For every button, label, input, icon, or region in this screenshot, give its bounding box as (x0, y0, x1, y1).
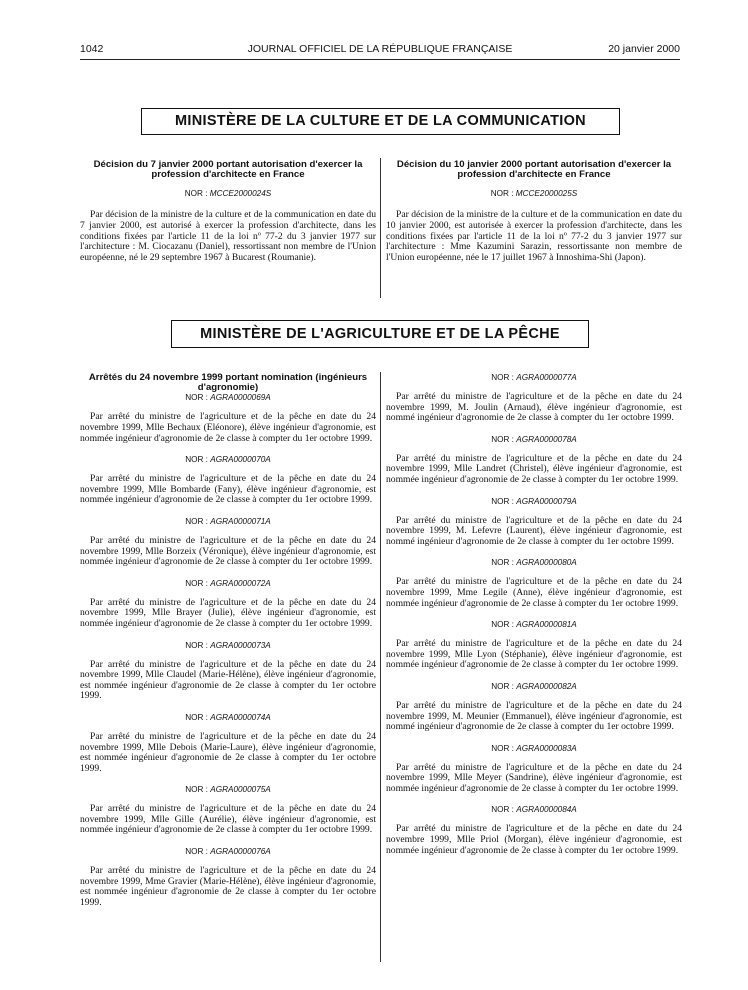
nor-label: NOR : (185, 785, 211, 795)
journal-title: JOURNAL OFFICIEL DE LA RÉPUBLIQUE FRANÇAISE (247, 43, 513, 55)
nor-code: AGRA0000072A (210, 578, 271, 588)
nor-code: AGRA0000071A (210, 516, 271, 526)
nor-label: NOR : (185, 455, 211, 465)
nor-label: NOR : (185, 578, 211, 588)
nor-label: NOR : (185, 712, 211, 722)
arrete-text: Par arrêté du ministre de l'agriculture et de la pêche en date du 24 novembre 1999, Mlle Lyon (Stéphanie), élève ingénieur d'agronomie, est nommée ingénieur d'agronomie de 2e classe à compter du 1er octobre 1999. (386, 638, 682, 671)
arrete-text: Par arrêté du ministre de l'agriculture et de la pêche en date du 24 novembre 1999, Mlle Priol (Morgan), élève ingénieur d'agronomie, est nommée ingénieur d'agronomie de 2e classe à compter du 1er octobre 1999. (386, 823, 682, 856)
nor-reference (386, 189, 682, 199)
arrete-entry (80, 455, 376, 517)
nor-code: AGRA0000075A (210, 785, 271, 795)
nor-code: AGRA0000076A (210, 847, 271, 857)
nor-code: MCCE2000025S (515, 189, 578, 199)
arrete-entry (386, 682, 682, 744)
arretes-left-column (80, 373, 376, 919)
arrete-entry (386, 620, 682, 682)
running-header (80, 43, 680, 57)
nor-code: AGRA0000082A (516, 681, 577, 691)
nor-code: AGRA0000081A (516, 620, 577, 630)
arrete-text: Par arrêté du ministre de l'agriculture et de la pêche en date du 24 novembre 1999, Mlle Landret (Christel), élève ingénieur d'agronomie, est nommée ingénieur d'agronomie de 2e classe à compter du 1er octobre 1999. (386, 452, 682, 485)
arrete-entry (80, 713, 376, 785)
arrete-text: Par arrêté du ministre de l'agriculture et de la pêche en date du 24 novembre 1999, Mlle Claudel (Marie-Hélène), élève ingénieur d'agronomie, est nommée ingénieur d'agronomie de 2e classe à compter du 1er octobre 1999. (80, 658, 376, 702)
ministry-culture-heading: MINISTÈRE DE LA CULTURE ET DE LA COMMUNICATION (141, 108, 620, 135)
arrete-entry (386, 558, 682, 620)
arretes-right-column (386, 373, 682, 867)
nor-code: AGRA0000080A (516, 558, 577, 568)
nor-label: NOR : (185, 393, 211, 403)
nor-reference (80, 785, 376, 795)
nor-label: NOR : (491, 558, 517, 568)
nor-label: NOR : (491, 496, 517, 506)
nor-reference (386, 558, 682, 568)
arrete-text: Par arrêté du ministre de l'agriculture et de la pêche en date du 24 novembre 1999, Mlle Bombarde (Fany), élève ingénieur d'agronomie, est nommée ingénieur d'agronomie de 2e classe à compter du 1er octobre 1999. (80, 473, 376, 506)
arrete-entry (386, 497, 682, 559)
arrete-text: Par arrêté du ministre de l'agriculture et de la pêche en date du 24 novembre 1999, Mme Gravier (Marie-Hélène), élève ingénieur d'agronomie, est nommée ingénieur d'agronomie de 2e classe à compter du 1er octobre 1999. (80, 865, 376, 908)
arrete-entry (80, 579, 376, 641)
arrete-text: Par arrêté du ministre de l'agriculture et de la pêche en date du 24 novembre 1999, M. Lefevre (Laurent), élève ingénieur d'agronomie, est nommé ingénieur d'agronomie de 2e classe à compter du 1er octobre 1999. (386, 514, 682, 547)
arrete-text: Par arrêté du ministre de l'agriculture et de la pêche en date du 24 novembre 1999, Mlle Meyer (Sandrine), élève ingénieur d'agronomie, est nommée ingénieur d'agronomie de 2e classe à compter du 1er octobre 1999. (386, 761, 682, 794)
arrete-entry (80, 517, 376, 579)
nor-code: MCCE2000024S (209, 189, 272, 199)
nor-code: AGRA0000074A (210, 712, 271, 722)
nor-label: NOR : (491, 373, 517, 382)
arrete-entry (80, 785, 376, 847)
arrete-text: Par arrêté du ministre de l'agriculture et de la pêche en date du 24 novembre 1999, Mlle Bechaux (Eléonore), élève ingénieur d'agronomie, est nommée ingénieur d'agronomie de 2e classe à compter du 1er octobre 1999. (80, 411, 376, 444)
issue-date: 20 janvier 2000 (608, 43, 680, 55)
nor-label: NOR : (185, 847, 211, 857)
decision-right (386, 160, 682, 263)
nor-reference (80, 393, 376, 403)
nor-code: AGRA0000070A (210, 455, 271, 465)
decision-text: Par décision de la ministre de la culture et de la communication en date du 10 janvier 2000, est autorisée à exercer la profession d'architecte, dans les conditions fixées par l'article 11 de la loi nº 77-2 du 3 janvier 1977 sur l'architecture : Mme Kazumini Sarazin, ressortissante non membre de l'Union européenne, née le 17 juillet 1967 à Innoshima-Shi (Japon). (386, 209, 682, 263)
arrete-text: Par arrêté du ministre de l'agriculture et de la pêche en date du 24 novembre 1999, M. Joulin (Arnaud), élève ingénieur d'agronomie, est nommé ingénieur d'agronomie de 2e classe à compter du 1er octobre 1999. (386, 391, 682, 424)
decision-title: Décision du 10 janvier 2000 portant autorisation d'exercer la profession d'architecte en France (396, 159, 672, 181)
nor-reference (80, 455, 376, 465)
nor-reference (386, 682, 682, 692)
page-number: 1042 (80, 43, 104, 55)
nor-reference (386, 497, 682, 507)
nor-code: AGRA0000078A (516, 434, 577, 444)
nor-code: AGRA0000079A (516, 496, 577, 506)
nor-label: NOR : (491, 620, 517, 630)
arrete-entry (386, 805, 682, 867)
nor-reference (80, 713, 376, 723)
column-divider (380, 372, 381, 962)
nor-label: NOR : (491, 805, 517, 815)
arrete-text: Par arrêté du ministre de l'agriculture et de la pêche en date du 24 novembre 1999, Mlle Brayer (Julie), élève ingénieur d'agronomie, est nommée ingénieur d'agronomie de 2e classe à compter du 1er octobre 1999. (80, 596, 376, 629)
arrete-entry (386, 744, 682, 806)
nor-code: AGRA0000084A (516, 805, 577, 815)
arrete-entry (80, 847, 376, 919)
decision-left (80, 160, 376, 263)
nor-label: NOR : (490, 189, 516, 199)
nor-reference (386, 805, 682, 815)
arrete-entry (386, 373, 682, 435)
arrete-text: Par arrêté du ministre de l'agriculture et de la pêche en date du 24 novembre 1999, Mlle Borzeix (Véronique), élève ingénieur d'agronomie, est nommée ingénieur d'agronomie de 2e classe à compter du 1er octobre 1999. (80, 534, 376, 568)
nor-reference (80, 189, 376, 199)
nor-reference (80, 847, 376, 857)
arrete-text: Par arrêté du ministre de l'agriculture et de la pêche en date du 24 novembre 1999, Mme Legile (Anne), élève ingénieur d'agronomie, est nommée ingénieur d'agronomie de 2e classe à compter du 1er octobre 1999. (386, 576, 682, 609)
nor-label: NOR : (491, 434, 517, 444)
nor-reference (386, 620, 682, 630)
nor-code: AGRA0000083A (516, 743, 577, 753)
decision-text: Par décision de la ministre de la culture et de la communication en date du 7 janvier 2000, est autorisé à exercer la profession d'architecte, dans les conditions fixées par l'article 11 de la loi nº 77-2 du 3 janvier 1977 sur l'architecture : M. Ciocazanu (Daniel), ressortissant non membre de l'Union européenne, né le 29 septembre 1967 à Bucarest (Roumanie). (80, 209, 376, 263)
arrete-entry (80, 641, 376, 713)
nor-reference (80, 579, 376, 589)
header-rule (80, 59, 680, 60)
nor-reference (386, 744, 682, 754)
nor-reference (386, 373, 682, 383)
nor-reference (80, 641, 376, 651)
column-divider (380, 158, 381, 298)
nor-label: NOR : (184, 189, 210, 199)
nor-reference (80, 517, 376, 527)
nor-code: AGRA0000077A (516, 373, 577, 382)
nor-code: AGRA0000069A (210, 393, 271, 403)
arretes-title: Arrêtés du 24 novembre 1999 portant nomination (ingénieurs d'agronomie) (88, 372, 368, 394)
nor-label: NOR : (491, 681, 517, 691)
arrete-entry (386, 435, 682, 497)
arrete-text: Par arrêté du ministre de l'agriculture et de la pêche en date du 24 novembre 1999, M. Meunier (Emmanuel), élève ingénieur d'agronomie, est nommé ingénieur d'agronomie de 2e classe à compter du 1er octobre 1999. (386, 699, 682, 733)
arrete-text: Par arrêté du ministre de l'agriculture et de la pêche en date du 24 novembre 1999, Mlle Debois (Marie-Laure), élève ingénieur d'agronomie, est nommée ingénieur d'agronomie de 2e classe à compter du 1er octobre 1999. (80, 730, 376, 774)
nor-code: AGRA0000073A (210, 640, 271, 650)
arrete-text: Par arrêté du ministre de l'agriculture et de la pêche en date du 24 novembre 1999, Mlle Gille (Aurélie), élève ingénieur d'agronomie, est nommée ingénieur d'agronomie de 2e classe à compter du 1er octobre 1999. (80, 803, 376, 836)
decision-title: Décision du 7 janvier 2000 portant autorisation d'exercer la profession d'architecte en France (93, 159, 363, 181)
ministry-agriculture-heading: MINISTÈRE DE L'AGRICULTURE ET DE LA PÊCHE (171, 320, 589, 348)
nor-label: NOR : (185, 516, 211, 526)
nor-label: NOR : (185, 640, 211, 650)
nor-reference (386, 435, 682, 445)
nor-label: NOR : (491, 743, 517, 753)
arrete-entry (80, 393, 376, 455)
